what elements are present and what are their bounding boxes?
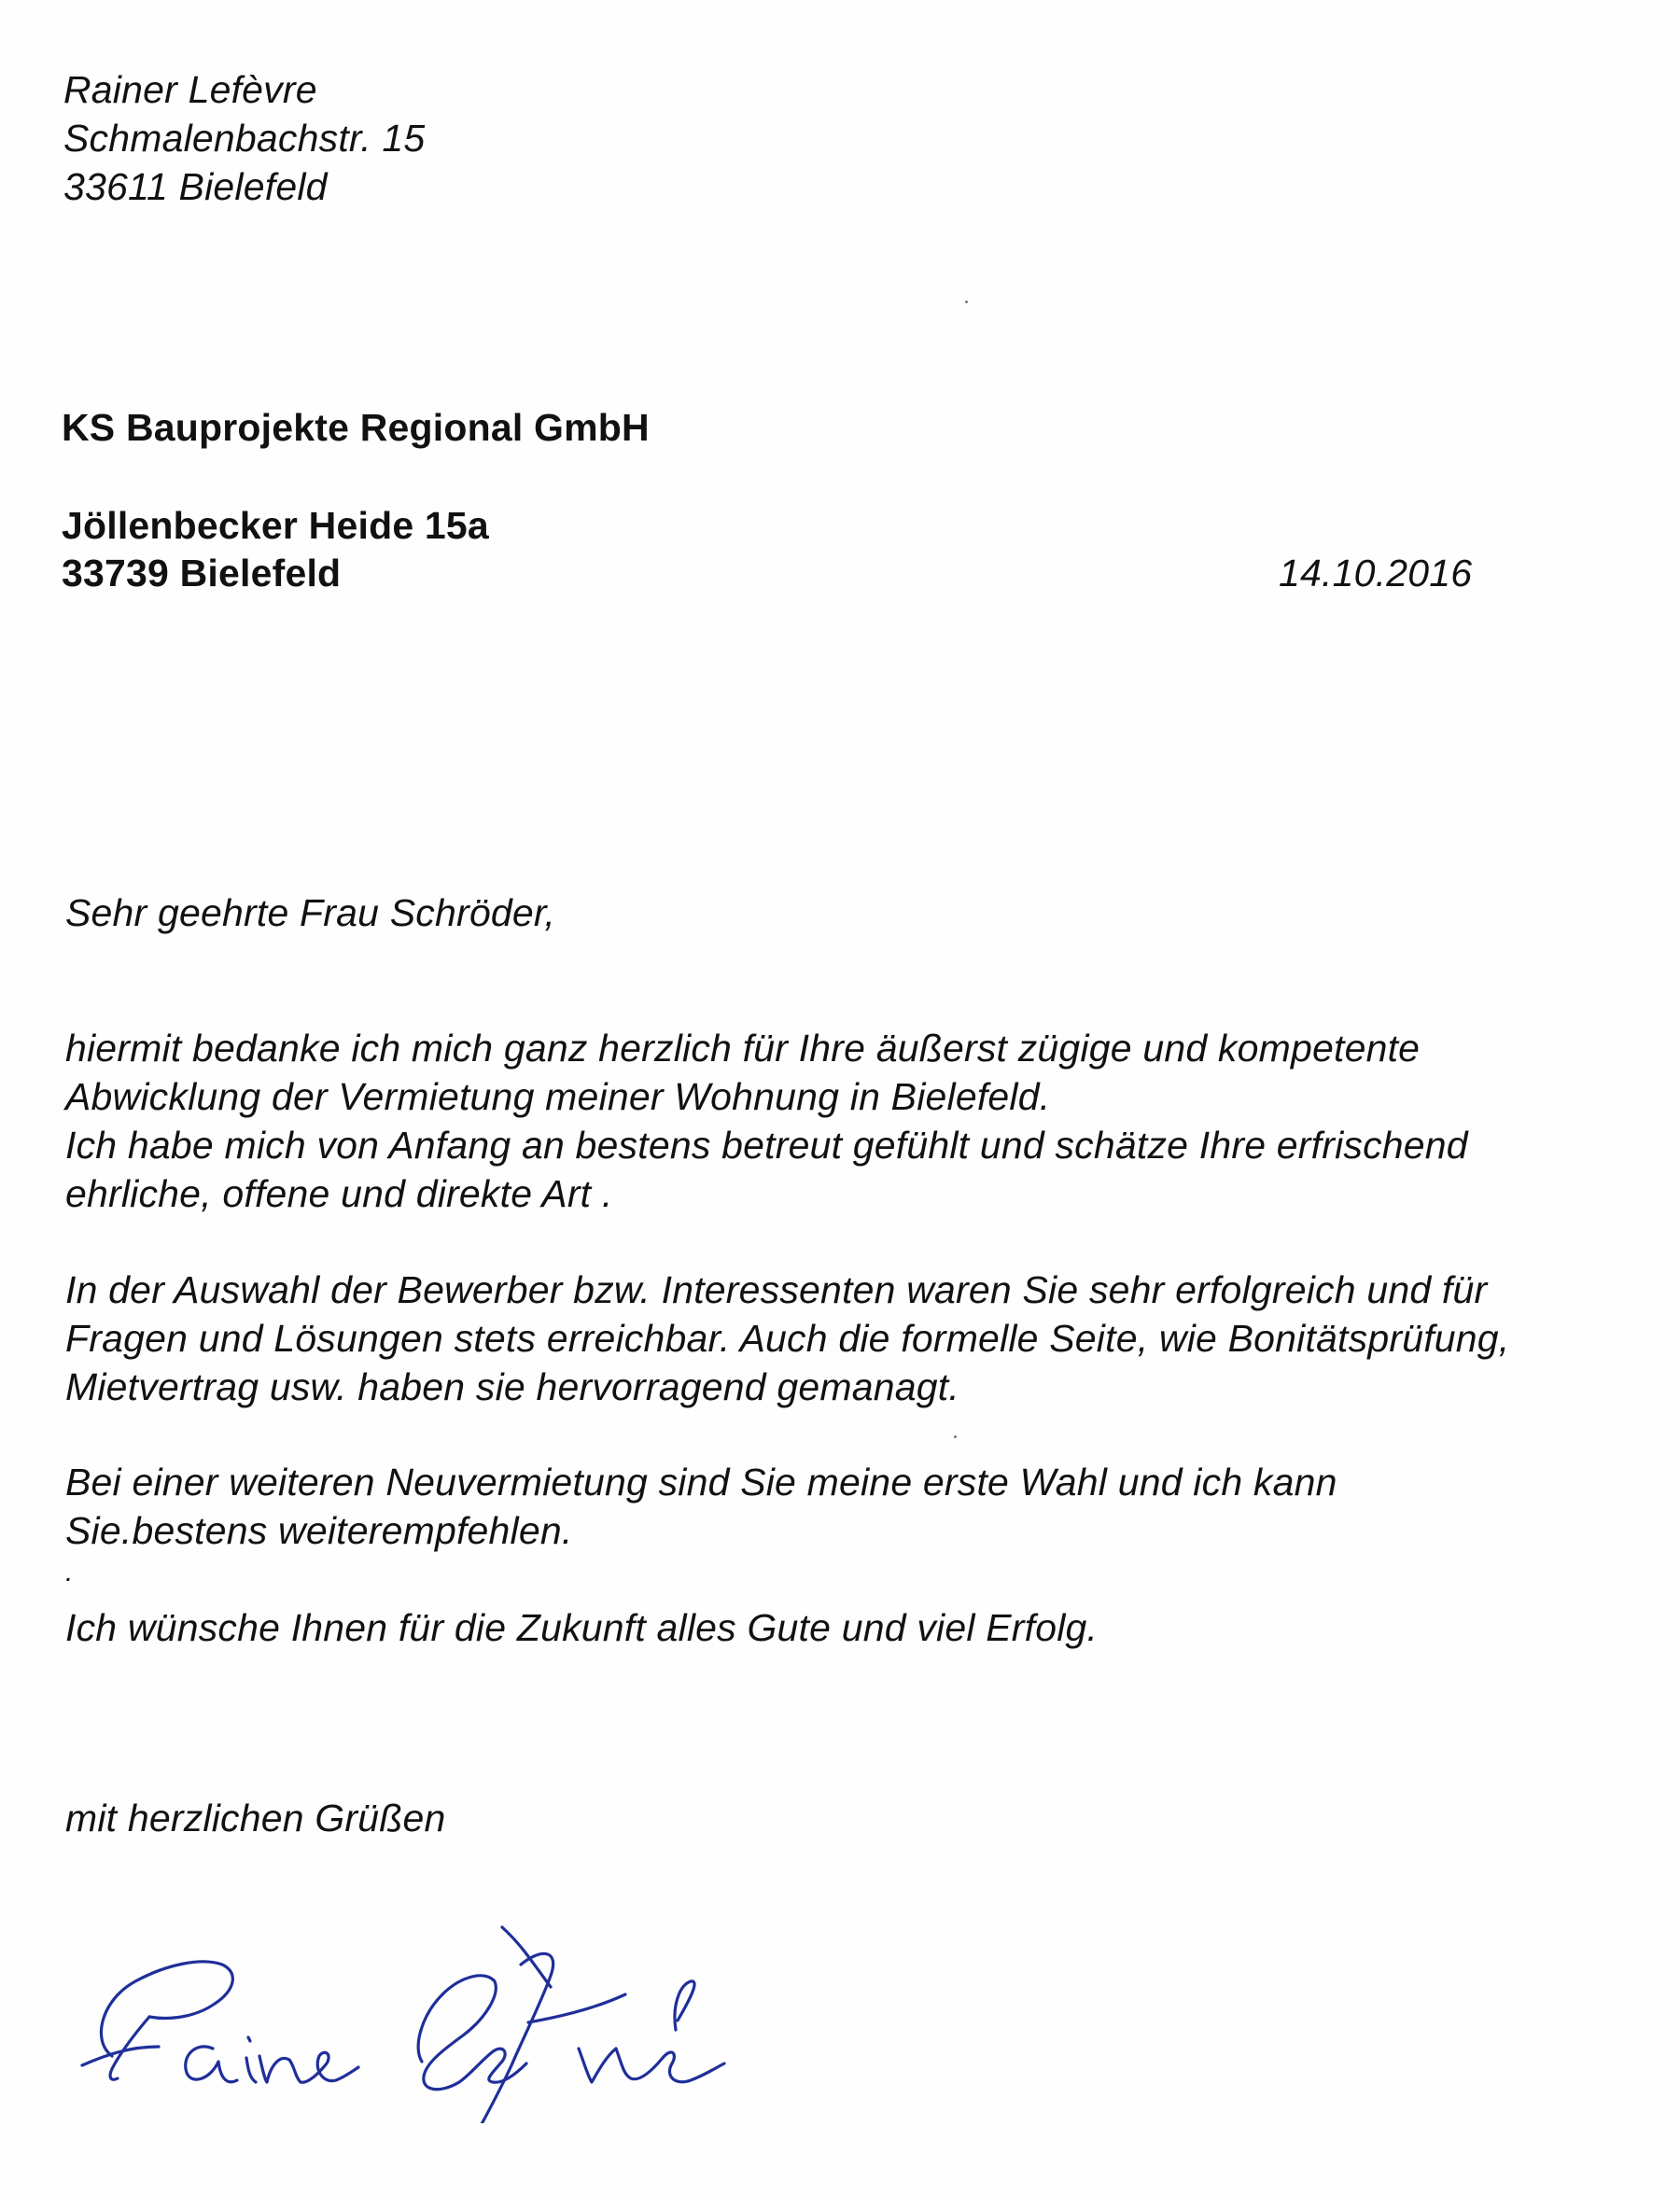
stray-dot: . (65, 1557, 74, 1588)
body-line: Abwicklung der Vermietung meiner Wohnung in Bielefeld. (65, 1075, 1051, 1118)
body-line: Sie.bestens weiterempfehlen. (65, 1509, 573, 1552)
body-line: Ich habe mich von Anfang an bestens betreut gefühlt und schätze Ihre erfrischend (65, 1124, 1468, 1167)
body-line: hiermit bedanke ich mich ganz herzlich für Ihre äußerst zügige und kompetente (65, 1027, 1421, 1070)
scan-speck (954, 1435, 957, 1438)
body-line: Fragen und Lösungen stets erreichbar. Auch die formelle Seite, wie Bonitätsprüfung, (65, 1317, 1510, 1360)
body-line: Ich wünsche Ihnen für die Zukunft alles Gute und viel Erfolg. (65, 1606, 1099, 1649)
body-line: Mietvertrag usw. haben sie hervorragend gemanagt. (65, 1365, 959, 1408)
body-line: Bei einer weiteren Neuvermietung sind Sie meine erste Wahl und ich kann (65, 1461, 1337, 1504)
recipient-company: KS Bauprojekte Regional GmbH (62, 406, 650, 449)
body-line: In der Auswahl der Bewerber bzw. Interessenten waren Sie sehr erfolgreich und für (65, 1268, 1488, 1311)
recipient-street: Jöllenbecker Heide 15a (62, 504, 489, 547)
handwritten-signature (56, 1890, 831, 2123)
salutation: Sehr geehrte Frau Schröder, (65, 891, 556, 934)
sender-name: Rainer Lefèvre (63, 68, 317, 111)
body-line: ehrliche, offene und direkte Art . (65, 1172, 613, 1215)
sender-city: 33611 Bielefeld (63, 165, 328, 208)
sender-street: Schmalenbachstr. 15 (63, 117, 426, 160)
letter-date: 14.10.2016 (1279, 552, 1473, 594)
recipient-city: 33739 Bielefeld (62, 552, 342, 594)
closing: mit herzlichen Grüßen (65, 1797, 446, 1839)
scan-speck (965, 301, 968, 303)
